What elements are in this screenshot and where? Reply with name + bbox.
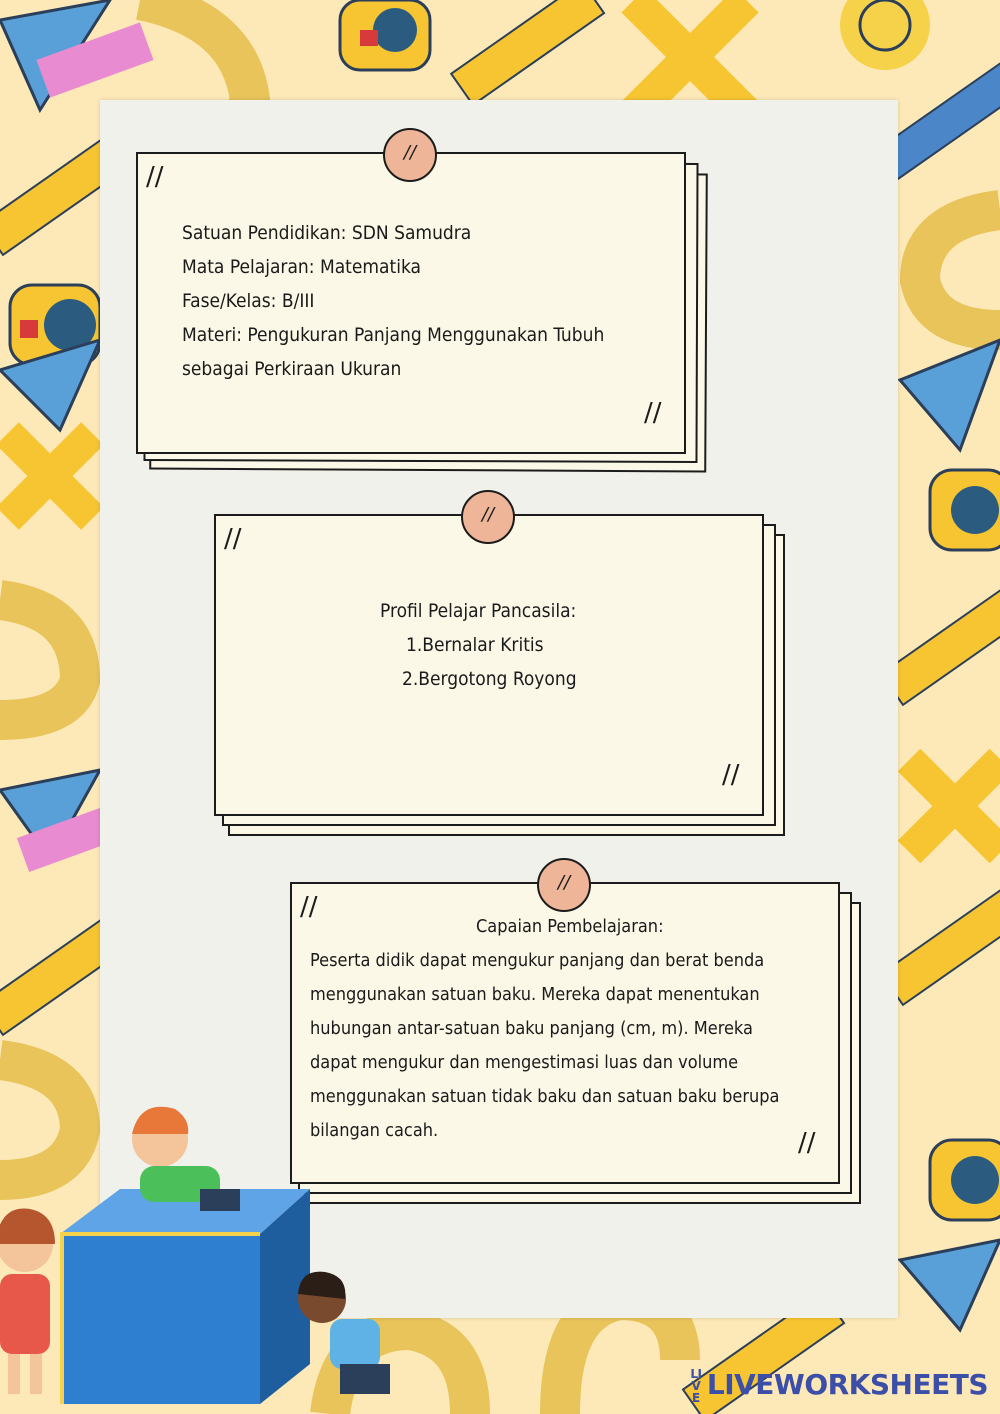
profile-text: [380, 594, 577, 696]
corner-mark-icon: //: [300, 892, 318, 922]
profile-item: 1.Bernalar Kritis: [406, 634, 544, 656]
right-tape-case-icon: [930, 470, 1000, 550]
right-ruler-icon: [881, 582, 1000, 705]
corner-mark-icon: //: [146, 162, 164, 192]
outcome-line: menggunakan satuan tidak baku dan satuan baku berupa: [310, 1086, 780, 1107]
kids-measuring-cube-illustration: [0, 1094, 400, 1414]
info-card: [136, 150, 711, 480]
corner-mark-icon: //: [644, 398, 662, 428]
corner-mark-icon: //: [798, 1128, 816, 1158]
info-line: Mata Pelajaran: Matematika: [182, 256, 422, 278]
blue-cube-icon: [60, 1189, 310, 1404]
left-cross-rulers-icon: [0, 422, 104, 529]
info-text: [182, 216, 604, 386]
outcome-line: hubungan antar-satuan baku panjang (cm, m). Mereka: [310, 1018, 753, 1039]
logo-text: LIVEWORKSHEETS: [706, 1368, 988, 1401]
info-line: sebagai Perkiraan Ukuran: [182, 358, 402, 380]
pin-icon: [461, 490, 515, 544]
liveworksheets-logo: [689, 1368, 988, 1404]
boy-right-icon: [298, 1272, 390, 1394]
right-ruler-2-icon: [881, 882, 1000, 1005]
profile-card: [214, 512, 789, 842]
right-triangle-2-icon: [900, 1240, 1000, 1330]
tape-spiral-icon: [840, 0, 930, 70]
ruler-icon: [451, 0, 604, 105]
info-line: Materi: Pengukuran Panjang Menggunakan Tubuh: [182, 324, 605, 346]
info-line: Satuan Pendidikan: SDN Samudra: [182, 222, 472, 244]
tape-measure-case-icon: [340, 0, 430, 70]
profile-title: Profil Pelajar Pancasila:: [380, 600, 577, 622]
right-triangle-icon: [900, 340, 1000, 450]
outcome-title: Capaian Pembelajaran:: [476, 916, 664, 937]
info-line: Fase/Kelas: B/III: [182, 290, 315, 312]
pin-icon: [383, 128, 437, 182]
outcome-line: bilangan cacah.: [310, 1120, 439, 1141]
right-tape-icon: [920, 210, 1000, 330]
outcome-line: dapat mengukur dan mengestimasi luas dan volume: [310, 1052, 739, 1073]
outcome-line: Peserta didik dapat mengukur panjang dan berat benda: [310, 950, 765, 971]
pin-icon: [537, 858, 591, 912]
left-tape-icon: [0, 600, 80, 720]
boy-on-cube-icon: [132, 1107, 240, 1211]
corner-mark-icon: //: [722, 760, 740, 790]
corner-mark-icon: //: [224, 524, 242, 554]
outcome-line: menggunakan satuan baku. Mereka dapat menentukan: [310, 984, 760, 1005]
profile-item: 2.Bergotong Royong: [402, 668, 577, 690]
triangle-ruler-icon: [0, 0, 154, 110]
right-tape-case-2-icon: [930, 1140, 1000, 1220]
logo-prefix: LIVE: [690, 1367, 702, 1405]
girl-left-icon: [0, 1208, 55, 1394]
right-cross-rulers-icon: [898, 749, 1000, 864]
